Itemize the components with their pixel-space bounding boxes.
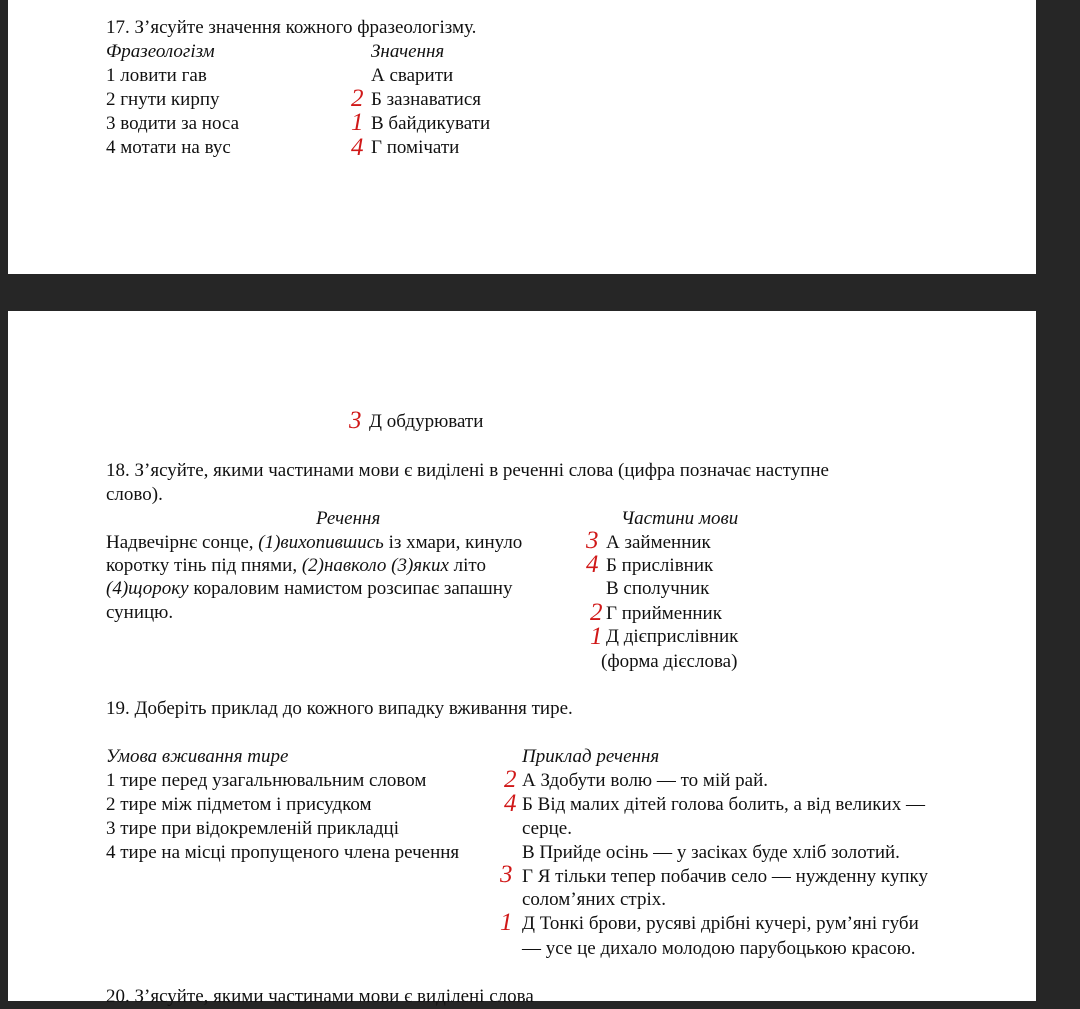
q19-right-item: Д Тонкі брови, русяві дрібні кучері, рум’яні губи [522,913,919,934]
q17-title: 17. З’ясуйте значення кожного фразеологізму. [106,17,477,38]
q18-sentence-line [106,554,486,578]
q18-sentence-line [106,531,522,555]
highlighted-word: (1)вихопившись [258,532,384,553]
sentence-text: із хмари, кинуло [383,532,523,553]
sentence-text: кораловим намистом розсипає запашну [188,578,513,599]
sentence-text: Надвечірнє сонце, [106,532,259,553]
q17-col1-header: Фразеологізм [106,41,215,62]
handwritten-mark: 2 [351,85,364,112]
handwritten-mark: 1 [351,109,364,136]
sentence-text: літо [448,555,486,576]
q19-right-item: серце. [522,818,572,839]
handwritten-mark: 3 [500,861,513,888]
highlighted-word: (4)щороку [106,578,189,599]
q18-title-line2: слово). [106,484,163,505]
q17-left-item: 1 ловити гав [106,65,207,86]
q19-right-item: солом’яних стріх. [522,889,666,910]
handwritten-mark: 4 [586,551,599,578]
q17-right-item: Б зазнаватися [371,89,482,110]
q18-right-item: В сполучник [606,578,710,599]
handwritten-mark: 4 [504,790,517,817]
handwritten-mark: 2 [590,599,603,626]
q18-sentence-line [106,577,512,601]
q19-left-item: 3 тире при відокремленій прикладці [106,818,399,839]
q18-right-item: А займенник [606,532,711,553]
q19-right-item: Г Я тільки тепер побачив село — нужденну купку [522,866,928,887]
q19-left-item: 4 тире на місці пропущеного члена речення [106,842,460,863]
q18-col2-header: Частини мови [621,508,739,529]
q19-col1-header: Умова вживання тире [106,746,289,767]
sentence-text: коротку тінь під пнями, [106,555,302,576]
q19-right-item: Б Від малих дітей голова болить, а від великих — [522,794,925,815]
q17-left-item: 2 гнути кирпу [106,89,220,110]
handwritten-mark: 3 [586,527,599,554]
q17-right-item: Г помічати [371,137,460,158]
handwritten-mark: 4 [351,134,364,161]
q19-title: 19. Доберіть приклад до кожного випадку вживання тире. [106,698,573,719]
handwritten-mark: 1 [500,909,513,936]
q18-right-item: Д дієприслівник [606,626,739,647]
q18-sentence-line: суницю. [106,602,174,623]
q19-left-item: 1 тире перед узагальнювальним словом [106,770,427,791]
handwritten-mark: 2 [504,766,517,793]
q19-right-item: — усе це дихало молодою парубоцькою красою. [522,938,916,959]
q18-col1-header: Речення [316,508,381,529]
q19-col2-header: Приклад речення [522,746,660,767]
q18-right-item: Б прислівник [606,555,714,576]
handwritten-mark: 1 [590,623,603,650]
q18-right-item: (форма дієслова) [601,651,738,672]
q17-col2-header: Значення [371,41,445,62]
q17-right-item: Д обдурювати [369,411,484,432]
q19-left-item: 2 тире між підметом і присудком [106,794,372,815]
q17-right-item: В байдикувати [371,113,491,134]
q17-left-item: 3 водити за носа [106,113,240,134]
q20-cut-line [106,985,636,1007]
q17-left-item: 4 мотати на вус [106,137,231,158]
q19-right-item: В Прийде осінь — у засіках буде хліб золотий. [522,842,900,863]
q20-title-partial: 20. З’ясуйте, якими частинами мови є виділені слова [106,986,534,1007]
handwritten-mark: 3 [349,407,362,434]
highlighted-word: (2)навколо (3)яких [301,555,449,576]
q17-right-item: А сварити [371,65,454,86]
q18-title-line1: 18. З’ясуйте, якими частинами мови є виділені в реченні слова (цифра позначає наступне [106,460,829,481]
q18-right-item: Г прийменник [606,603,722,624]
q19-right-item: А Здобути волю — то мій рай. [522,770,768,791]
